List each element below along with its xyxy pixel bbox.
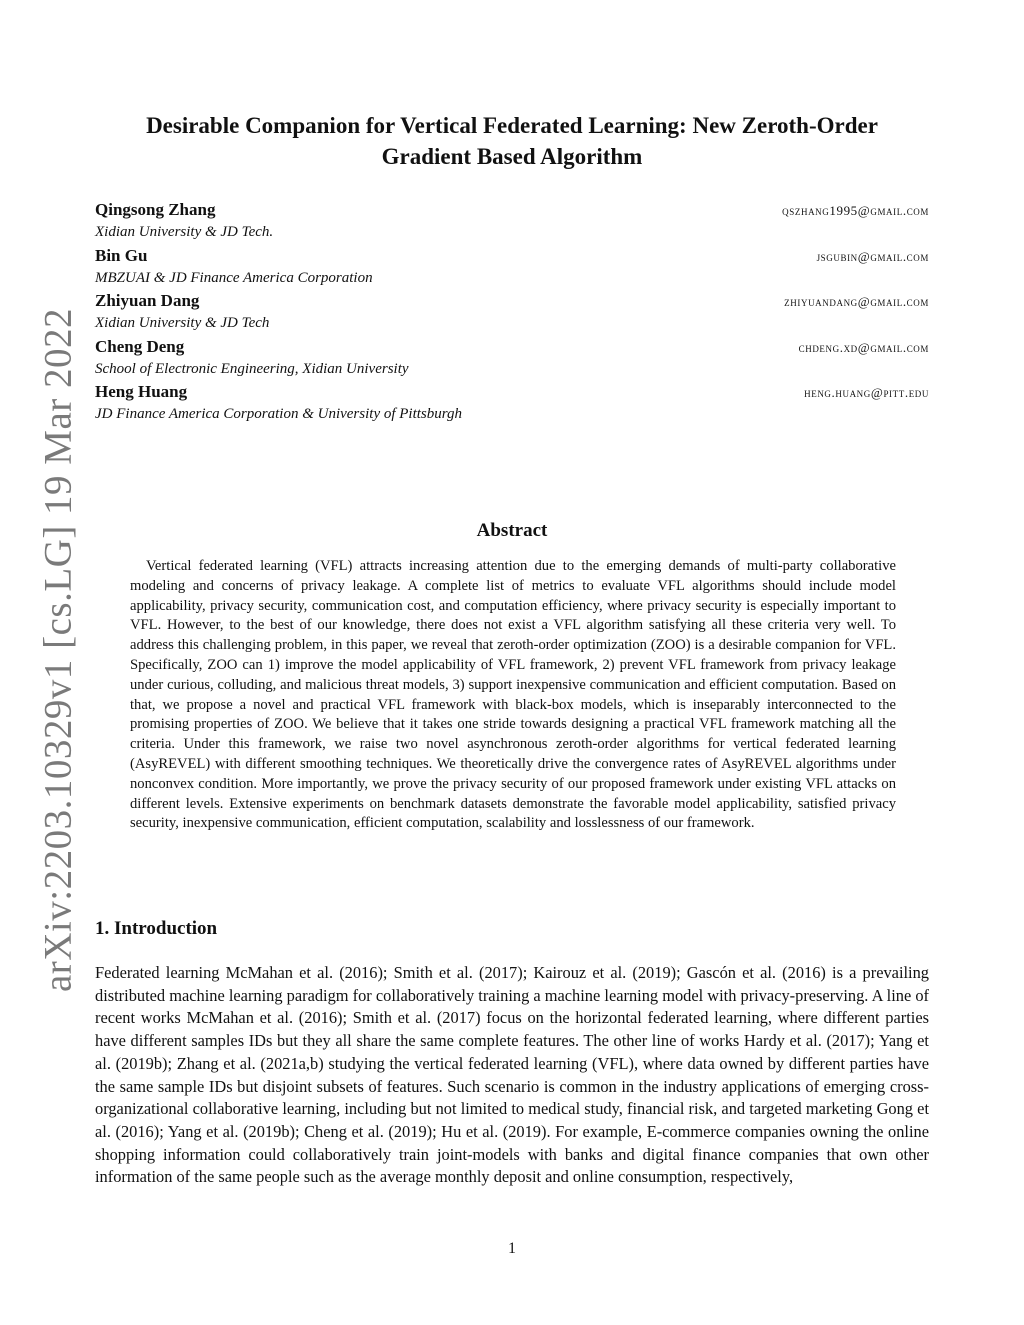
- author-affiliation: MBZUAI & JD Finance America Corporation: [95, 269, 373, 286]
- abstract-text: Vertical federated learning (VFL) attracts increasing attention due to the emerging demands of multi-party collaborative modeling and concerns of privacy leakage. A complete list of metrics to evaluate VFL algorithms should include model applicability, privacy security, communication cost, and computation efficiency, where privacy security is especially important to VFL. However, to the best of our knowledge, there does not exist a VFL algorithm satisfying all these criteria very well. To address this challenging problem, in this paper, we reveal that zeroth-order optimization (ZOO) is a desirable companion for VFL. Specifically, ZOO can 1) improve the model applicability of VFL framework, 2) prevent VFL framework from privacy leakage under curious, colluding, and malicious threat models, 3) support inexpensive communication and efficient computation. Based on that, we propose a novel and practical VFL framework with black-box models, which is inseparably interconnected to the promising properties of ZOO. We believe that it takes one stride towards designing a practical VFL framework matching all the criteria. Under this framework, we raise two novel asynchronous zeroth-order algorithms for vertical federated learning (AsyREVEL) with different smoothing techniques. We theoretically drive the convergence rates of AsyREVEL algorithms under nonconvex condition. More importantly, we prove the privacy security of our proposed framework under existing VFL attacks on different levels. Extensive experiments on benchmark datasets demonstrate the favorable model applicability, satisfied privacy security, inexpensive communication, efficient computation, scalability and losslessness of our framework.: [130, 558, 896, 832]
- author-entry: [95, 380, 929, 426]
- abstract-heading: Abstract: [476, 520, 548, 541]
- author-name: Heng Huang: [95, 382, 188, 401]
- introduction-text: Federated learning McMahan et al. (2016); Smith et al. (2017); Kairouz et al. (2019); Gascón et al. (2016) is a prevailing distributed machine learning paradigm for collaboratively training a machine learning model with privacy-preserving. A line of recent works McMahan et al. (2016); Smith et al. (2017) focus on the horizontal federated learning, where different parties have different samples IDs but they all share the same complete features. The other line of works Hardy et al. (2017); Yang et al. (2019b); Zhang et al. (2021a,b) studying the vertical federated learning (VFL), where data owned by different parties have the same sample IDs but disjoint subsets of features. Such scenario is common in the industry applications of emerging cross-organizational collaborative learning, including but not limited to medical study, financial risk, and targeted marketing Gong et al. (2016); Yang et al. (2019b); Cheng et al. (2019); Hu et al. (2019). For example, E-commerce companies owning the online shopping information could collaboratively train joint-models with banks and digital finance companies that own other information of the same people such as the average monthly deposit and online consumption, respectively,: [95, 963, 929, 1187]
- author-list: [95, 198, 929, 426]
- author-entry: [95, 198, 929, 244]
- author-name: Cheng Deng: [95, 336, 185, 356]
- author-name: Qingsong Zhang: [95, 200, 216, 219]
- author-affiliation: Xidian University & JD Tech: [95, 315, 270, 331]
- author-entry: [95, 244, 929, 290]
- author-affiliation: JD Finance America Corporation & University of Pittsburgh: [95, 406, 463, 422]
- author-entry: [95, 289, 929, 335]
- author-entry: [95, 335, 929, 381]
- author-email: zhiyuandang@gmail.com: [784, 294, 929, 309]
- arxiv-identifier-stamp: arXiv:2203.10329v1 [cs.LG] 19 Mar 2022: [36, 307, 80, 993]
- section-heading-introduction: 1. Introduction: [95, 918, 218, 939]
- author-name: Zhiyuan Dang: [95, 291, 200, 310]
- paper-title: Desirable Companion for Vertical Federated Learning: New Zeroth-Order Gradient Based Algorithm: [146, 113, 878, 169]
- author-email: heng.huang@pitt.edu: [804, 385, 929, 400]
- author-email: qszhang1995@gmail.com: [782, 203, 929, 218]
- author-email: chdeng.xd@gmail.com: [798, 339, 929, 355]
- author-name: Bin Gu: [95, 245, 148, 265]
- author-affiliation: Xidian University & JD Tech.: [95, 224, 274, 240]
- author-email: jsgubin@gmail.com: [816, 248, 929, 264]
- page-number: 1: [508, 1240, 516, 1257]
- author-affiliation: School of Electronic Engineering, Xidian University: [95, 360, 409, 377]
